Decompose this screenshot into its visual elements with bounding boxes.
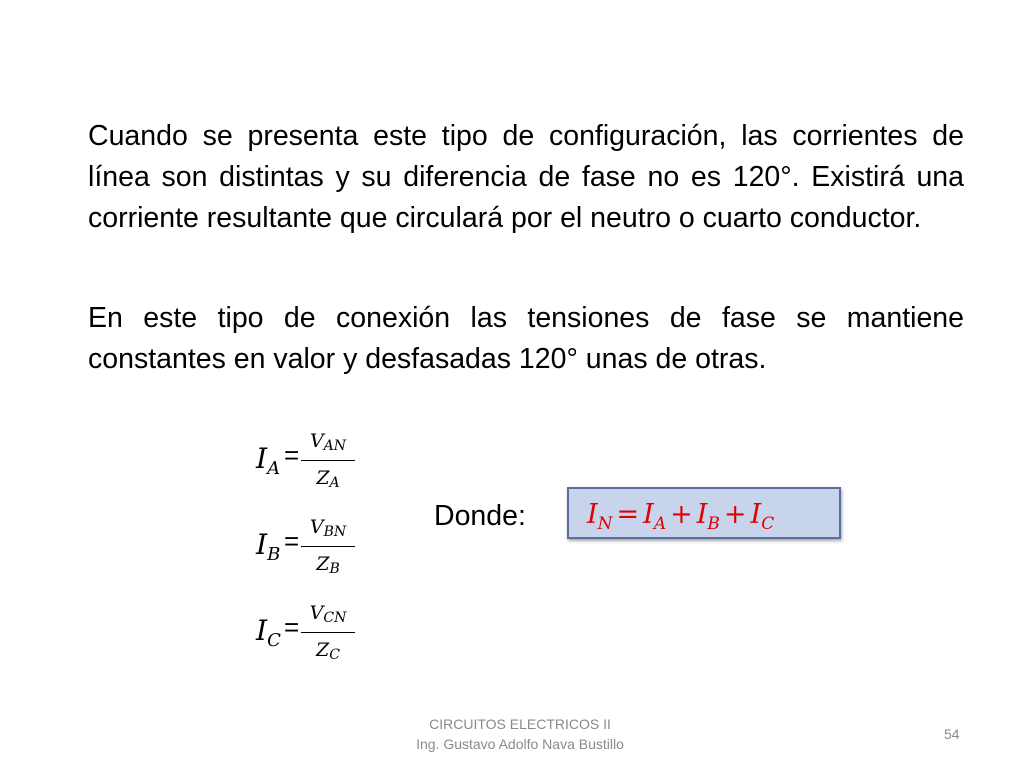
footer xyxy=(372,714,668,754)
donde-label: Donde: xyxy=(434,500,526,532)
fraction-bar xyxy=(301,546,355,547)
paragraph-2: En este tipo de conexión las tensiones de fase se mantiene constantes en valor y desfasadas 120° unas de otras. xyxy=(88,302,964,375)
equation-lhs: $I_A$ xyxy=(256,442,281,479)
fraction-bar xyxy=(301,460,355,461)
numerator: VCN xyxy=(309,602,347,626)
fraction xyxy=(301,602,355,666)
numerator: VBN xyxy=(309,516,347,540)
page-number: 54 xyxy=(944,726,960,742)
numerator: VAN xyxy=(309,430,347,454)
equation-lhs: $I_C$ xyxy=(256,614,281,651)
equals-sign: = xyxy=(284,440,300,470)
denominator: ZA xyxy=(316,467,340,491)
footer-author: Ing. Gustavo Adolfo Nava Bustillo xyxy=(416,736,624,752)
neutral-current-equation: $I_N = I_A + I_B + I_C$ xyxy=(587,499,775,534)
footer-course: CIRCUITOS ELECTRICOS II xyxy=(429,716,611,732)
equation-lhs: $I_B$ xyxy=(256,528,281,565)
paragraph-1: Cuando se presenta este tipo de configuración, las corrientes de línea son distintas y su diferencia de fase no es 120°. Existirá una corriente resultante que circulará por el neutro o cuarto conductor. xyxy=(88,120,964,234)
equals-sign: = xyxy=(284,526,300,556)
denominator: ZB xyxy=(316,553,340,577)
fraction xyxy=(301,516,355,580)
fraction-bar xyxy=(301,632,355,633)
neutral-current-box xyxy=(567,487,841,539)
denominator: ZC xyxy=(316,639,340,663)
fraction xyxy=(301,430,355,494)
equals-sign: = xyxy=(284,612,300,642)
